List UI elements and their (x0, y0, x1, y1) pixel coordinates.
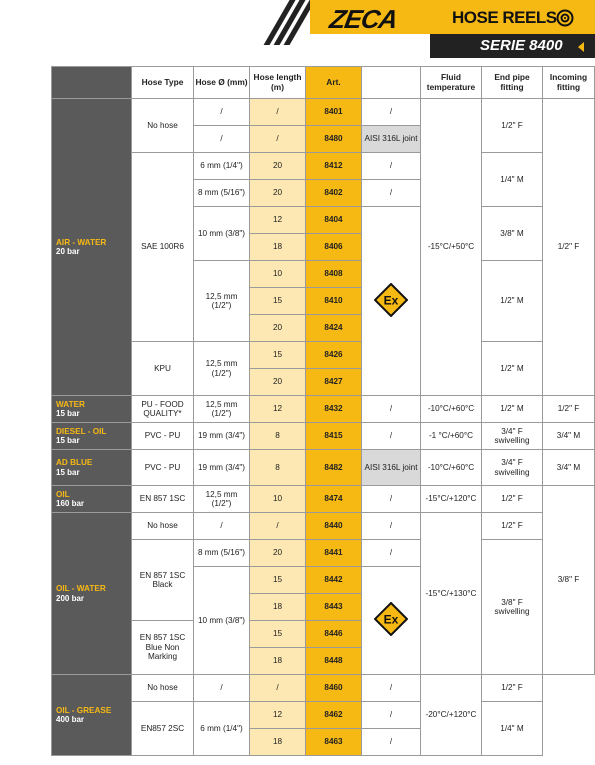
note-cell: / (362, 180, 421, 207)
temperature-cell: -1 °C/+60°C (421, 423, 482, 450)
hose-diameter-cell: 12,5 mm (1/2") (194, 486, 250, 513)
table-row (52, 513, 595, 540)
art-cell: 8426 (306, 342, 362, 369)
temperature-cell: -15°C/+50°C (421, 99, 482, 396)
end-fitting-cell: 3/4" F swivelling (482, 450, 543, 486)
note-cell: / (362, 675, 421, 702)
hose-reel-icon (556, 9, 574, 27)
atex-ex-label: Ex (383, 293, 399, 308)
note-cell: / (362, 702, 421, 729)
art-cell: 8401 (306, 99, 362, 126)
end-fitting-cell: 1/2" M (482, 342, 543, 396)
hose-diameter-cell: / (194, 675, 250, 702)
category-ad-blue: AD BLUE 15 bar (52, 450, 132, 486)
art-cell: 8427 (306, 369, 362, 396)
temperature-cell: -15°C/+130°C (421, 513, 482, 675)
art-cell: 8443 (306, 594, 362, 621)
series-arrow-icon (578, 42, 584, 52)
hose-length-cell: / (250, 99, 306, 126)
hose-diameter-cell: / (194, 99, 250, 126)
hose-length-cell: 20 (250, 315, 306, 342)
end-fitting-cell: 3/8" F swivelling (482, 540, 543, 675)
end-fitting-cell: 1/2" F (482, 486, 543, 513)
art-cell: 8408 (306, 261, 362, 288)
table-row (52, 540, 595, 567)
art-cell: 8460 (306, 675, 362, 702)
atex-ex-label: Ex (383, 612, 399, 627)
hose-diameter-cell: 19 mm (3/4") (194, 450, 250, 486)
hose-length-cell: 12 (250, 702, 306, 729)
note-cell: / (362, 729, 421, 756)
note-cell: / (362, 99, 421, 126)
end-fitting-cell: 1/4" M (482, 153, 543, 207)
hose-diameter-cell: 8 mm (5/16") (194, 540, 250, 567)
temperature-cell: -10°C/+60°C (421, 396, 482, 423)
note-cell: / (362, 153, 421, 180)
header-row (52, 67, 595, 99)
note-cell: AISI 316L joint (362, 126, 421, 153)
hose-length-cell: 20 (250, 540, 306, 567)
category-air-water: AIR - WATER 20 bar (52, 99, 132, 396)
end-fitting-cell: 1/4" M (482, 702, 543, 756)
art-cell: 8442 (306, 567, 362, 594)
hose-type-cell: No hose (132, 675, 194, 702)
art-cell: 8424 (306, 315, 362, 342)
end-fitting-cell: 1/2" F (482, 675, 543, 702)
end-fitting-cell: 1/2" F (482, 513, 543, 540)
hose-length-cell: 20 (250, 180, 306, 207)
hose-diameter-cell: 12,5 mm (1/2") (194, 396, 250, 423)
category-oil: OIL 160 bar (52, 486, 132, 513)
hose-type-cell: PVC - PU (132, 450, 194, 486)
category-oil-water: OIL - WATER 200 bar (52, 513, 132, 675)
art-cell: 8441 (306, 540, 362, 567)
hose-length-cell: 15 (250, 288, 306, 315)
hose-length-cell: 12 (250, 207, 306, 234)
table-row (52, 99, 595, 126)
note-cell: AISI 316L joint (362, 450, 421, 486)
art-cell: 8446 (306, 621, 362, 648)
atex-note-cell (362, 567, 421, 675)
hose-length-cell: 8 (250, 423, 306, 450)
category-water: WATER 15 bar (52, 396, 132, 423)
end-fitting-cell: 3/8" M (482, 207, 543, 261)
hose-length-cell: 15 (250, 342, 306, 369)
table-row (52, 396, 595, 423)
hose-length-cell: 12 (250, 396, 306, 423)
col-note (362, 67, 421, 99)
header-corner (52, 67, 132, 99)
art-cell: 8440 (306, 513, 362, 540)
hose-length-cell: / (250, 126, 306, 153)
category-diesel-oil: DIESEL - OIL 15 bar (52, 423, 132, 450)
hose-diameter-cell: 10 mm (3/8") (194, 567, 250, 675)
atex-ex-icon (374, 602, 408, 636)
art-cell: 8415 (306, 423, 362, 450)
end-fitting-cell: 1/2" M (482, 261, 543, 342)
page-banner (0, 0, 595, 62)
brand-logo: ZECA (327, 4, 400, 34)
art-cell: 8463 (306, 729, 362, 756)
art-cell: 8402 (306, 180, 362, 207)
col-incoming-fitting: Incoming fitting (543, 67, 595, 99)
hose-length-cell: 10 (250, 486, 306, 513)
hose-type-cell: KPU (132, 342, 194, 396)
col-hose-type: Hose Type (132, 67, 194, 99)
decorative-stripes (270, 0, 310, 40)
art-cell: 8482 (306, 450, 362, 486)
incoming-fitting-cell: 3/4" M (543, 423, 595, 450)
end-fitting-cell: 3/4" F swivelling (482, 423, 543, 450)
hose-length-cell: 20 (250, 153, 306, 180)
art-cell: 8412 (306, 153, 362, 180)
hose-diameter-cell: 12,5 mm (1/2") (194, 261, 250, 342)
hose-length-cell: / (250, 675, 306, 702)
hose-diameter-cell: / (194, 126, 250, 153)
hose-diameter-cell: 12,5 mm (1/2") (194, 342, 250, 396)
col-fluid-temperature: Fluid temperature (421, 67, 482, 99)
incoming-fitting-cell: 3/4" M (543, 450, 595, 486)
hose-type-cell: No hose (132, 513, 194, 540)
table-row (52, 153, 595, 180)
incoming-fitting-cell: 1/2" F (543, 396, 595, 423)
hose-diameter-cell: / (194, 513, 250, 540)
temperature-cell: -10°C/+60°C (421, 450, 482, 486)
art-cell: 8448 (306, 648, 362, 675)
art-cell: 8406 (306, 234, 362, 261)
col-art: Art. (306, 67, 362, 99)
hose-diameter-cell: 6 mm (1/4") (194, 153, 250, 180)
table-row (52, 675, 595, 702)
page-title: HOSE REELS (452, 8, 557, 27)
table-row (52, 423, 595, 450)
hose-length-cell: 18 (250, 234, 306, 261)
hose-type-cell: EN 857 1SC Blue Non Marking (132, 621, 194, 675)
hose-diameter-cell: 8 mm (5/16") (194, 180, 250, 207)
hose-type-cell: SAE 100R6 (132, 153, 194, 342)
hose-diameter-cell: 19 mm (3/4") (194, 423, 250, 450)
end-fitting-cell: 1/2" F (482, 99, 543, 153)
series-label: SERIE 8400 (480, 37, 563, 54)
art-cell: 8480 (306, 126, 362, 153)
note-cell: / (362, 423, 421, 450)
art-cell: 8462 (306, 702, 362, 729)
table-row (52, 702, 595, 729)
hose-type-cell: EN857 2SC (132, 702, 194, 756)
note-cell: / (362, 513, 421, 540)
hose-reel-table (51, 66, 595, 756)
hose-type-cell: PU - FOOD QUALITY* (132, 396, 194, 423)
hose-length-cell: 8 (250, 450, 306, 486)
note-cell: / (362, 486, 421, 513)
hose-type-cell: EN 857 1SC Black (132, 540, 194, 621)
incoming-fitting-cell: 3/8" F (543, 486, 595, 675)
note-cell: / (362, 540, 421, 567)
hose-length-cell: 15 (250, 567, 306, 594)
hose-length-cell: 18 (250, 594, 306, 621)
art-cell: 8410 (306, 288, 362, 315)
hose-diameter-cell: 10 mm (3/8") (194, 207, 250, 261)
hose-diameter-cell: 6 mm (1/4") (194, 702, 250, 756)
table-row (52, 450, 595, 486)
art-cell: 8432 (306, 396, 362, 423)
art-cell: 8474 (306, 486, 362, 513)
hose-length-cell: 18 (250, 648, 306, 675)
temperature-cell: -20°C/+120°C (421, 675, 482, 756)
hose-type-cell: No hose (132, 99, 194, 153)
hose-length-cell: / (250, 513, 306, 540)
incoming-fitting-cell: 1/2" F (543, 99, 595, 396)
atex-note-cell (362, 207, 421, 396)
atex-ex-icon (374, 283, 408, 317)
hose-length-cell: 15 (250, 621, 306, 648)
hose-type-cell: PVC - PU (132, 423, 194, 450)
note-cell: / (362, 396, 421, 423)
hose-length-cell: 18 (250, 729, 306, 756)
category-oil-grease: OIL - GREASE 400 bar (52, 675, 132, 756)
end-fitting-cell: 1/2" M (482, 396, 543, 423)
col-hose-length: Hose length (m) (250, 67, 306, 99)
col-end-pipe-fitting: End pipe fitting (482, 67, 543, 99)
art-cell: 8404 (306, 207, 362, 234)
table-row (52, 486, 595, 513)
hose-length-cell: 20 (250, 369, 306, 396)
temperature-cell: -15°C/+120°C (421, 486, 482, 513)
table-row (52, 342, 595, 369)
hose-type-cell: EN 857 1SC (132, 486, 194, 513)
hose-length-cell: 10 (250, 261, 306, 288)
col-hose-diameter: Hose Ø (mm) (194, 67, 250, 99)
